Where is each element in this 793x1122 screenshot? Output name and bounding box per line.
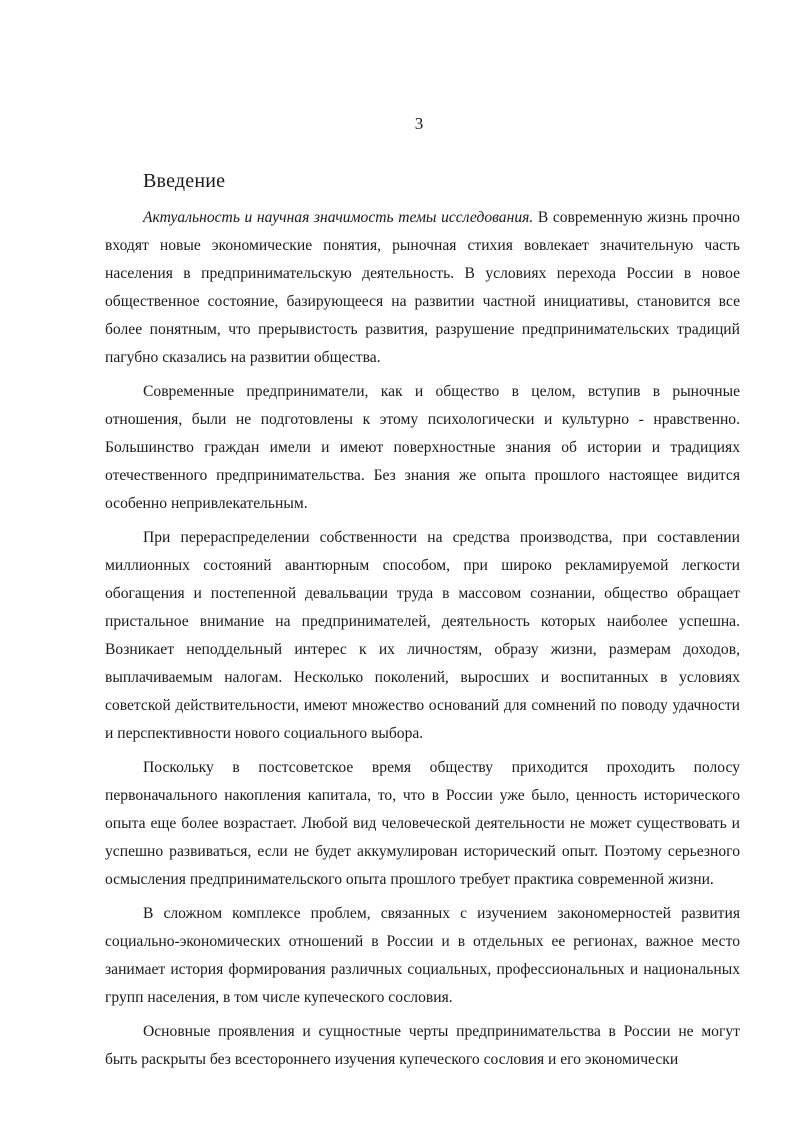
paragraph-1: [105, 204, 740, 372]
page-number: 3: [414, 114, 424, 133]
paragraph-1-lead-italic: Актуальность и научная значимость темы исследования.: [143, 209, 534, 226]
paragraph-6: Основные проявления и сущностные черты предпринимательства в России не могут быть раскрыты без всестороннего изучения купеческого сословия и его экономически: [105, 1023, 740, 1068]
paragraph-2: Современные предприниматели, как и общество в целом, вступив в рыночные отношения, были не подготовлены к этому психологически и культурно - нравственно. Большинство граждан имели и имеют поверхностные знания об истории и традициях отечественного предпринимательства. Без знания же опыта прошлого настоящее видится особенно непривлекательным.: [105, 383, 740, 512]
paragraph-4: Поскольку в постсоветское время обществу приходится проходить полосу первоначального накопления капитала, то, что в России уже было, ценность исторического опыта еще более возрастает. Любой вид человеческой деятельности не может существовать и успешно развиваться, если не будет аккумулирован исторический опыт. Поэтому серьезного осмысления предпринимательского опыта прошлого требует практика современной жизни.: [105, 759, 740, 888]
paragraph-5: В сложном комплексе проблем, связанных с изучением закономерностей развития социально-экономических отношений в России и в отдельных ее регионах, важное место занимает история формирования различных социальных, профессиональных и национальных групп населения, в том числе купеческого сословия.: [105, 905, 740, 1006]
body-text: [105, 204, 740, 1080]
section-heading: Введение: [143, 170, 226, 192]
paragraph-3: При перераспределении собственности на средства производства, при составлении миллионных состояний авантюрным способом, при широко рекламируемой легкости обогащения и постепенной девальвации труда в массовом сознании, общество обращает пристальное внимание на предпринимателей, деятельность которых наиболее успешна. Возникает неподдельный интерес к их личностям, образу жизни, размерам доходов, выплачиваемым налогам. Несколько поколений, выросших и воспитанных в условиях советской действительности, имеют множество оснований для сомнений по поводу удачности и перспективности нового социального выбора.: [105, 529, 740, 742]
paragraph-1-text: В современную жизнь прочно входят новые экономические понятия, рыночная стихия вовлекает значительную часть населения в предпринимательскую деятельность. В условиях перехода России в новое общественное состояние, базирующееся на развитии частной инициативы, становится все более понятным, что прерывистость развития, разрушение предпринимательских традиций пагубно сказались на развитии общества.: [105, 209, 740, 366]
